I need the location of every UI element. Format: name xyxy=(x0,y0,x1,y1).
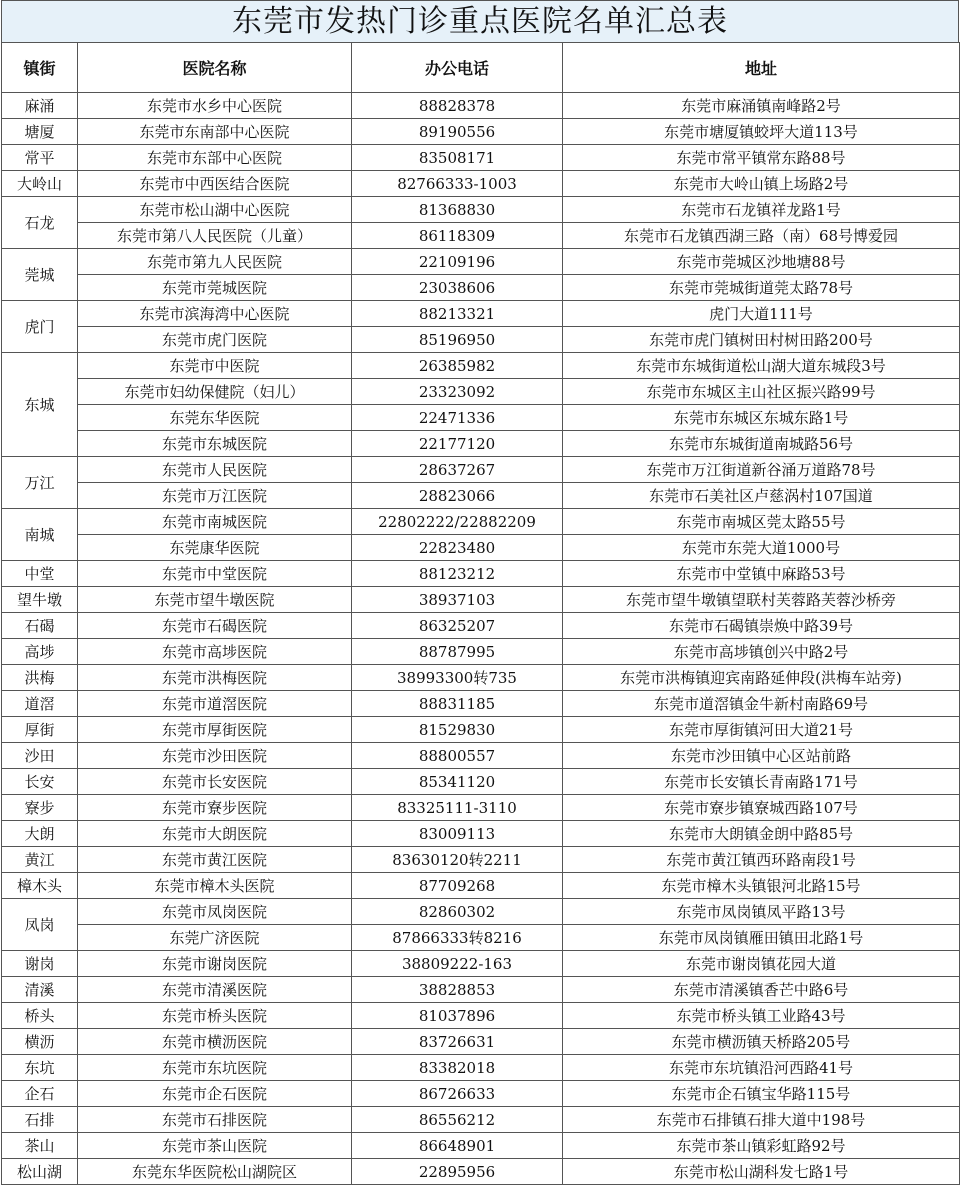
hospital-name-cell: 东莞东华医院松山湖院区 xyxy=(78,1159,352,1185)
hospital-name-cell: 东莞市凤岗医院 xyxy=(78,899,352,925)
hospital-name-cell: 东莞市第九人民医院 xyxy=(78,249,352,275)
table-row xyxy=(2,717,960,743)
table-row xyxy=(2,743,960,769)
hospital-name-cell: 东莞市樟木头医院 xyxy=(78,873,352,899)
address-cell: 东莞市东城街道南城路56号 xyxy=(563,431,960,457)
hospital-name-cell: 东莞市东城医院 xyxy=(78,431,352,457)
hospital-name-cell: 东莞市虎门医院 xyxy=(78,327,352,353)
hospital-name-cell: 东莞市第八人民医院（儿童） xyxy=(78,223,352,249)
hospital-list-sheet xyxy=(1,0,959,1185)
table-row xyxy=(2,1133,960,1159)
address-cell: 东莞市石碣镇崇焕中路39号 xyxy=(563,613,960,639)
phone-cell: 22177120 xyxy=(352,431,563,457)
address-cell: 东莞市东城区主山社区振兴路99号 xyxy=(563,379,960,405)
address-cell: 东莞市东城街道松山湖大道东城段3号 xyxy=(563,353,960,379)
table-row xyxy=(2,951,960,977)
phone-cell: 22802222/22882209 xyxy=(352,509,563,535)
table-row xyxy=(2,379,960,405)
town-cell: 清溪 xyxy=(2,977,78,1003)
hospital-name-cell: 东莞市沙田医院 xyxy=(78,743,352,769)
address-cell: 东莞市凤岗镇雁田镇田北路1号 xyxy=(563,925,960,951)
phone-cell: 22895956 xyxy=(352,1159,563,1185)
table-row xyxy=(2,509,960,535)
table-row xyxy=(2,275,960,301)
table-row xyxy=(2,145,960,171)
table-row xyxy=(2,925,960,951)
address-cell: 东莞市樟木头镇银河北路15号 xyxy=(563,873,960,899)
hospital-name-cell: 东莞市大朗医院 xyxy=(78,821,352,847)
address-cell: 东莞市南城区莞太路55号 xyxy=(563,509,960,535)
phone-cell: 23038606 xyxy=(352,275,563,301)
town-cell: 洪梅 xyxy=(2,665,78,691)
table-row xyxy=(2,93,960,119)
town-cell: 黄江 xyxy=(2,847,78,873)
hospital-name-cell: 东莞市松山湖中心医院 xyxy=(78,197,352,223)
hospital-name-cell: 东莞市中医院 xyxy=(78,353,352,379)
hospital-name-cell: 东莞市东坑医院 xyxy=(78,1055,352,1081)
phone-cell: 38993300转735 xyxy=(352,665,563,691)
town-cell: 松山湖 xyxy=(2,1159,78,1185)
hospital-name-cell: 东莞市妇幼保健院（妇儿） xyxy=(78,379,352,405)
phone-cell: 28823066 xyxy=(352,483,563,509)
header-row xyxy=(2,43,960,93)
address-cell: 东莞市虎门镇树田村树田路200号 xyxy=(563,327,960,353)
table-row xyxy=(2,431,960,457)
address-cell: 东莞市东莞大道1000号 xyxy=(563,535,960,561)
table-row xyxy=(2,977,960,1003)
phone-cell: 85341120 xyxy=(352,769,563,795)
town-cell: 道滘 xyxy=(2,691,78,717)
table-row xyxy=(2,1107,960,1133)
town-cell: 东城 xyxy=(2,353,78,457)
phone-cell: 83726631 xyxy=(352,1029,563,1055)
phone-cell: 87866333转8216 xyxy=(352,925,563,951)
address-cell: 东莞市石美社区卢慈涡村107国道 xyxy=(563,483,960,509)
hospital-name-cell: 东莞市万江医院 xyxy=(78,483,352,509)
table-row xyxy=(2,119,960,145)
phone-cell: 88213321 xyxy=(352,301,563,327)
address-cell: 东莞市中堂镇中麻路53号 xyxy=(563,561,960,587)
hospital-table xyxy=(1,42,960,1185)
hospital-name-cell: 东莞康华医院 xyxy=(78,535,352,561)
phone-cell: 22109196 xyxy=(352,249,563,275)
town-cell: 大岭山 xyxy=(2,171,78,197)
hospital-name-cell: 东莞市望牛墩医院 xyxy=(78,587,352,613)
town-cell: 中堂 xyxy=(2,561,78,587)
hospital-name-cell: 东莞市长安医院 xyxy=(78,769,352,795)
address-cell: 东莞市松山湖科发七路1号 xyxy=(563,1159,960,1185)
town-cell: 望牛墩 xyxy=(2,587,78,613)
table-row xyxy=(2,353,960,379)
town-cell: 塘厦 xyxy=(2,119,78,145)
phone-cell: 86118309 xyxy=(352,223,563,249)
phone-cell: 83009113 xyxy=(352,821,563,847)
phone-cell: 22471336 xyxy=(352,405,563,431)
hospital-name-cell: 东莞市东南部中心医院 xyxy=(78,119,352,145)
address-cell: 东莞市高埗镇创兴中路2号 xyxy=(563,639,960,665)
header-hospital-name: 医院名称 xyxy=(78,43,352,93)
table-row xyxy=(2,1029,960,1055)
phone-cell: 38937103 xyxy=(352,587,563,613)
town-cell: 谢岗 xyxy=(2,951,78,977)
address-cell: 东莞市道滘镇金牛新村南路69号 xyxy=(563,691,960,717)
table-row xyxy=(2,327,960,353)
hospital-name-cell: 东莞市滨海湾中心医院 xyxy=(78,301,352,327)
address-cell: 东莞市塘厦镇蛟坪大道113号 xyxy=(563,119,960,145)
table-row xyxy=(2,1159,960,1185)
hospital-name-cell: 东莞市东部中心医院 xyxy=(78,145,352,171)
phone-cell: 81368830 xyxy=(352,197,563,223)
hospital-name-cell: 东莞市寮步医院 xyxy=(78,795,352,821)
table-row xyxy=(2,223,960,249)
address-cell: 东莞市万江街道新谷涌万道路78号 xyxy=(563,457,960,483)
table-row xyxy=(2,587,960,613)
town-cell: 寮步 xyxy=(2,795,78,821)
hospital-name-cell: 东莞市清溪医院 xyxy=(78,977,352,1003)
table-row xyxy=(2,847,960,873)
table-row xyxy=(2,613,960,639)
table-row xyxy=(2,873,960,899)
table-row xyxy=(2,249,960,275)
hospital-name-cell: 东莞东华医院 xyxy=(78,405,352,431)
phone-cell: 22823480 xyxy=(352,535,563,561)
table-row xyxy=(2,639,960,665)
table-row xyxy=(2,665,960,691)
town-cell: 长安 xyxy=(2,769,78,795)
phone-cell: 81529830 xyxy=(352,717,563,743)
address-cell: 东莞市常平镇常东路88号 xyxy=(563,145,960,171)
address-cell: 东莞市莞城街道莞太路78号 xyxy=(563,275,960,301)
table-row xyxy=(2,1081,960,1107)
table-row xyxy=(2,769,960,795)
table-row xyxy=(2,1003,960,1029)
hospital-name-cell: 东莞市莞城医院 xyxy=(78,275,352,301)
table-row xyxy=(2,301,960,327)
address-cell: 东莞市清溪镇香芒中路6号 xyxy=(563,977,960,1003)
phone-cell: 23323092 xyxy=(352,379,563,405)
hospital-name-cell: 东莞市洪梅医院 xyxy=(78,665,352,691)
hospital-name-cell: 东莞广济医院 xyxy=(78,925,352,951)
town-cell: 樟木头 xyxy=(2,873,78,899)
phone-cell: 83325111-3110 xyxy=(352,795,563,821)
table-row xyxy=(2,795,960,821)
town-cell: 茶山 xyxy=(2,1133,78,1159)
hospital-name-cell: 东莞市茶山医院 xyxy=(78,1133,352,1159)
address-cell: 东莞市石龙镇西湖三路（南）68号博爱园 xyxy=(563,223,960,249)
address-cell: 东莞市大朗镇金朗中路85号 xyxy=(563,821,960,847)
address-cell: 东莞市东城区东城东路1号 xyxy=(563,405,960,431)
table-title: 东莞市发热门诊重点医院名单汇总表 xyxy=(1,0,959,42)
hospital-name-cell: 东莞市谢岗医院 xyxy=(78,951,352,977)
address-cell: 东莞市洪梅镇迎宾南路延伸段(洪梅车站旁) xyxy=(563,665,960,691)
hospital-name-cell: 东莞市石碣医院 xyxy=(78,613,352,639)
table-body xyxy=(2,93,960,1185)
phone-cell: 88787995 xyxy=(352,639,563,665)
hospital-name-cell: 东莞市道滘医院 xyxy=(78,691,352,717)
town-cell: 厚街 xyxy=(2,717,78,743)
address-cell: 东莞市厚街镇河田大道21号 xyxy=(563,717,960,743)
phone-cell: 83382018 xyxy=(352,1055,563,1081)
address-cell: 东莞市谢岗镇花园大道 xyxy=(563,951,960,977)
town-cell: 虎门 xyxy=(2,301,78,353)
phone-cell: 88831185 xyxy=(352,691,563,717)
table-row xyxy=(2,691,960,717)
town-cell: 常平 xyxy=(2,145,78,171)
table-row xyxy=(2,561,960,587)
header-address: 地址 xyxy=(563,43,960,93)
hospital-name-cell: 东莞市桥头医院 xyxy=(78,1003,352,1029)
table-row xyxy=(2,821,960,847)
town-cell: 石排 xyxy=(2,1107,78,1133)
address-cell: 东莞市横沥镇天桥路205号 xyxy=(563,1029,960,1055)
phone-cell: 28637267 xyxy=(352,457,563,483)
hospital-name-cell: 东莞市高埗医院 xyxy=(78,639,352,665)
address-cell: 东莞市长安镇长青南路171号 xyxy=(563,769,960,795)
address-cell: 东莞市寮步镇寮城西路107号 xyxy=(563,795,960,821)
hospital-name-cell: 东莞市水乡中心医院 xyxy=(78,93,352,119)
town-cell: 横沥 xyxy=(2,1029,78,1055)
hospital-name-cell: 东莞市厚街医院 xyxy=(78,717,352,743)
town-cell: 万江 xyxy=(2,457,78,509)
hospital-name-cell: 东莞市南城医院 xyxy=(78,509,352,535)
header-town: 镇街 xyxy=(2,43,78,93)
phone-cell: 85196950 xyxy=(352,327,563,353)
town-cell: 麻涌 xyxy=(2,93,78,119)
table-row xyxy=(2,535,960,561)
hospital-name-cell: 东莞市人民医院 xyxy=(78,457,352,483)
town-cell: 南城 xyxy=(2,509,78,561)
phone-cell: 83508171 xyxy=(352,145,563,171)
phone-cell: 88123212 xyxy=(352,561,563,587)
phone-cell: 82766333-1003 xyxy=(352,171,563,197)
table-row xyxy=(2,197,960,223)
address-cell: 东莞市石龙镇祥龙路1号 xyxy=(563,197,960,223)
table-row xyxy=(2,483,960,509)
address-cell: 东莞市茶山镇彩虹路92号 xyxy=(563,1133,960,1159)
address-cell: 东莞市莞城区沙地塘88号 xyxy=(563,249,960,275)
hospital-name-cell: 东莞市石排医院 xyxy=(78,1107,352,1133)
address-cell: 东莞市麻涌镇南峰路2号 xyxy=(563,93,960,119)
hospital-name-cell: 东莞市横沥医院 xyxy=(78,1029,352,1055)
address-cell: 东莞市石排镇石排大道中198号 xyxy=(563,1107,960,1133)
town-cell: 东坑 xyxy=(2,1055,78,1081)
header-phone: 办公电话 xyxy=(352,43,563,93)
hospital-name-cell: 东莞市中堂医院 xyxy=(78,561,352,587)
address-cell: 东莞市黄江镇西环路南段1号 xyxy=(563,847,960,873)
table-row xyxy=(2,899,960,925)
phone-cell: 87709268 xyxy=(352,873,563,899)
town-cell: 石碣 xyxy=(2,613,78,639)
address-cell: 东莞市企石镇宝华路115号 xyxy=(563,1081,960,1107)
town-cell: 大朗 xyxy=(2,821,78,847)
town-cell: 凤岗 xyxy=(2,899,78,951)
phone-cell: 86726633 xyxy=(352,1081,563,1107)
phone-cell: 82860302 xyxy=(352,899,563,925)
town-cell: 沙田 xyxy=(2,743,78,769)
phone-cell: 38809222-163 xyxy=(352,951,563,977)
town-cell: 莞城 xyxy=(2,249,78,301)
phone-cell: 38828853 xyxy=(352,977,563,1003)
phone-cell: 81037896 xyxy=(352,1003,563,1029)
hospital-name-cell: 东莞市中西医结合医院 xyxy=(78,171,352,197)
phone-cell: 83630120转2211 xyxy=(352,847,563,873)
table-row xyxy=(2,405,960,431)
address-cell: 虎门大道111号 xyxy=(563,301,960,327)
phone-cell: 86325207 xyxy=(352,613,563,639)
address-cell: 东莞市大岭山镇上场路2号 xyxy=(563,171,960,197)
hospital-name-cell: 东莞市黄江医院 xyxy=(78,847,352,873)
town-cell: 桥头 xyxy=(2,1003,78,1029)
town-cell: 企石 xyxy=(2,1081,78,1107)
address-cell: 东莞市沙田镇中心区站前路 xyxy=(563,743,960,769)
phone-cell: 88828378 xyxy=(352,93,563,119)
phone-cell: 26385982 xyxy=(352,353,563,379)
town-cell: 石龙 xyxy=(2,197,78,249)
hospital-name-cell: 东莞市企石医院 xyxy=(78,1081,352,1107)
table-row xyxy=(2,457,960,483)
phone-cell: 89190556 xyxy=(352,119,563,145)
table-row xyxy=(2,171,960,197)
phone-cell: 88800557 xyxy=(352,743,563,769)
table-row xyxy=(2,1055,960,1081)
town-cell: 高埗 xyxy=(2,639,78,665)
address-cell: 东莞市桥头镇工业路43号 xyxy=(563,1003,960,1029)
address-cell: 东莞市东坑镇沿河西路41号 xyxy=(563,1055,960,1081)
address-cell: 东莞市望牛墩镇望联村芙蓉路芙蓉沙桥旁 xyxy=(563,587,960,613)
address-cell: 东莞市凤岗镇凤平路13号 xyxy=(563,899,960,925)
phone-cell: 86556212 xyxy=(352,1107,563,1133)
phone-cell: 86648901 xyxy=(352,1133,563,1159)
